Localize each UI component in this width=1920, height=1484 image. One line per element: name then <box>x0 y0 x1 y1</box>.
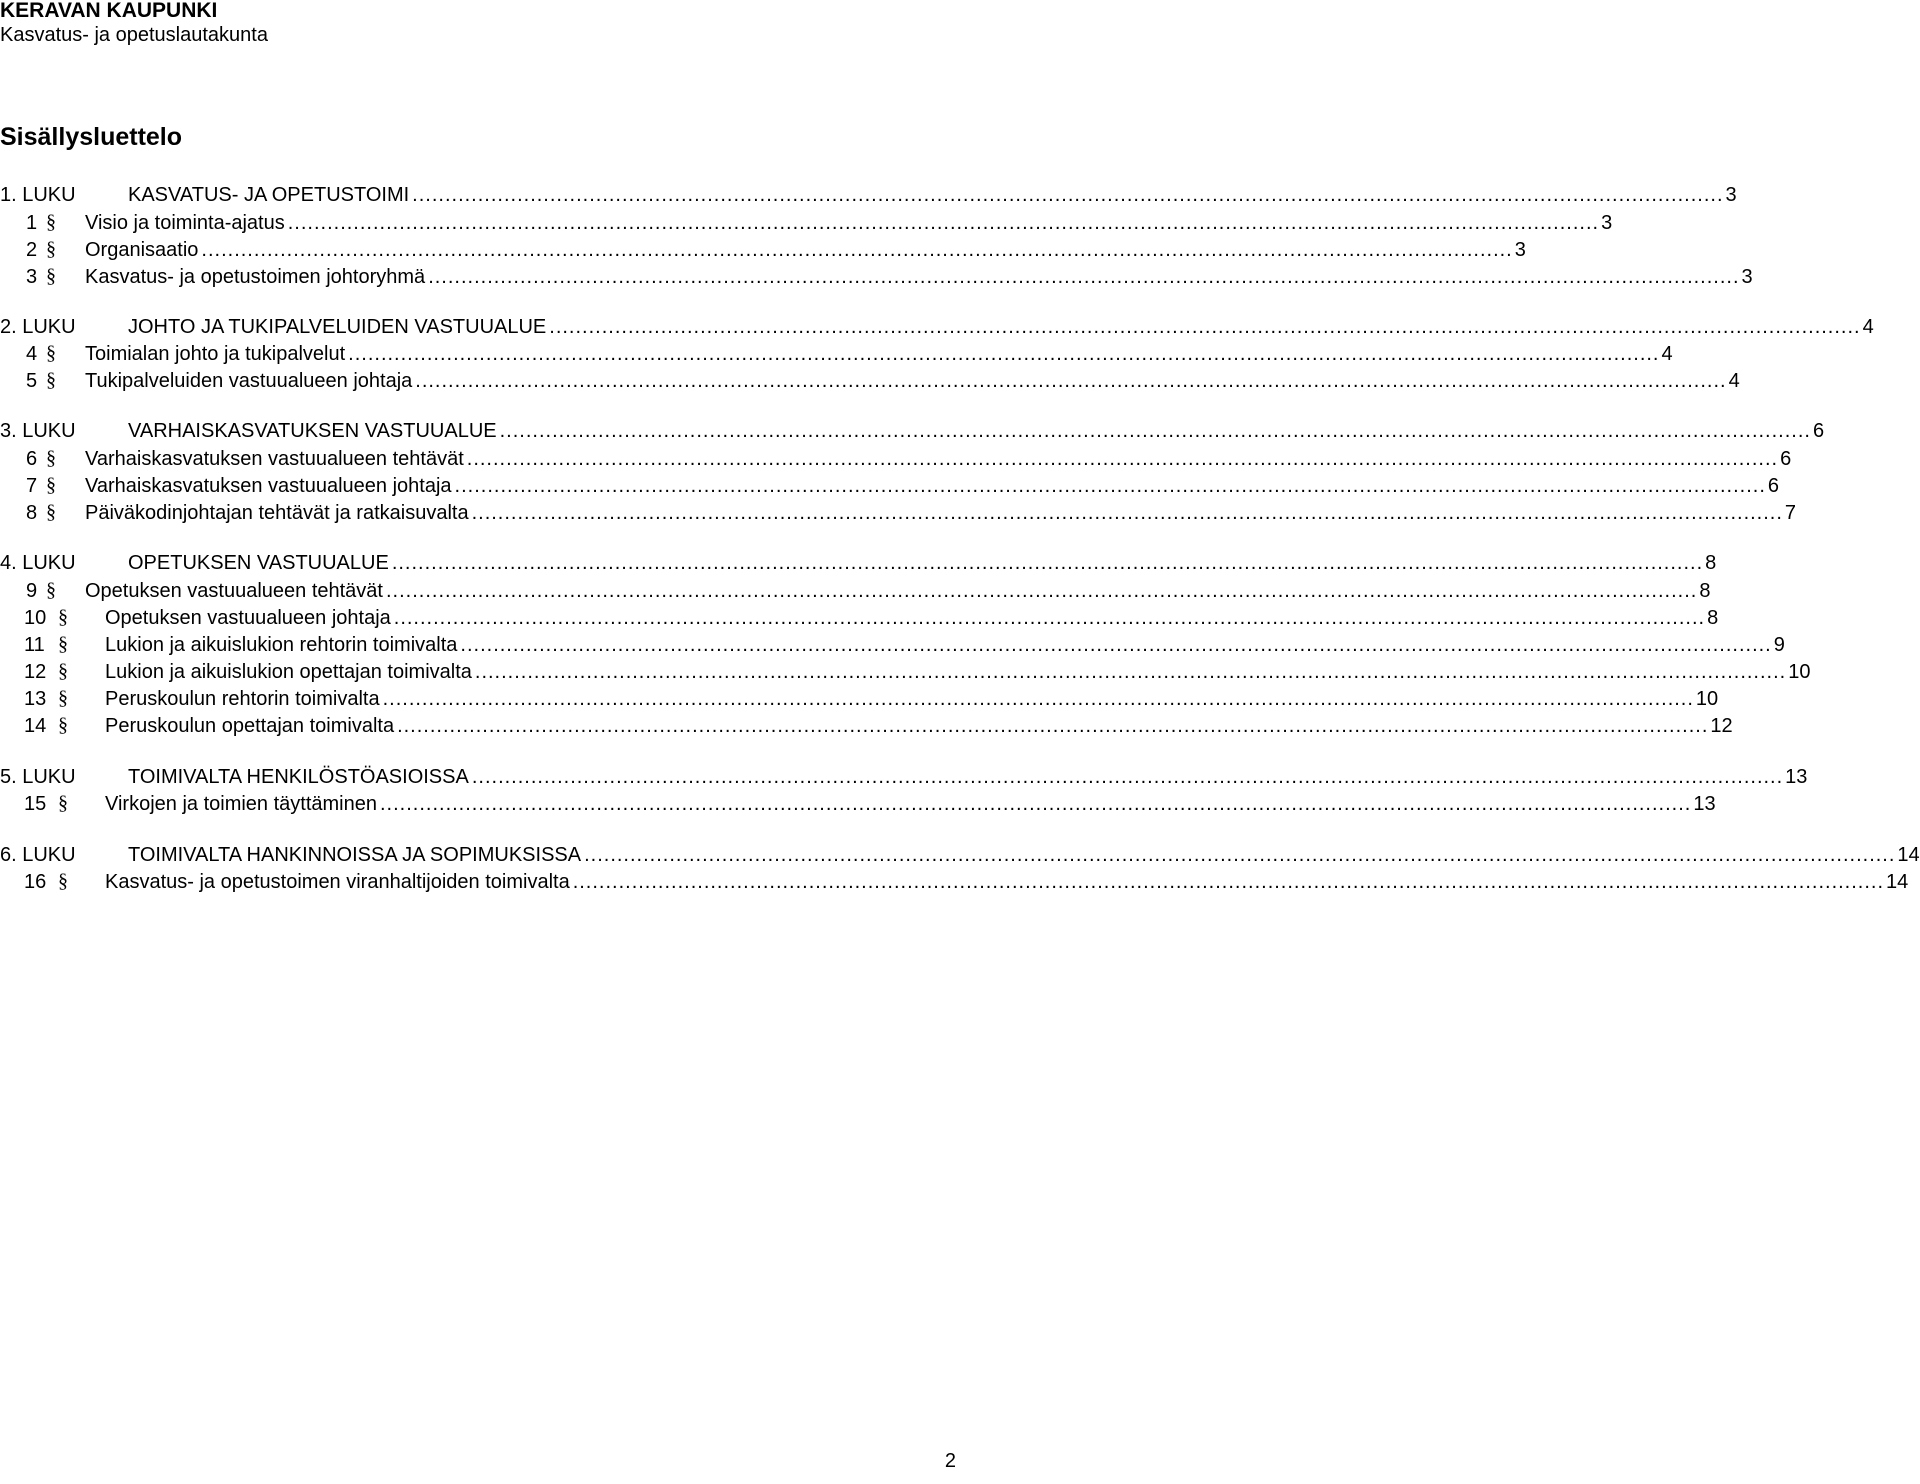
toc-entry-number: 6. LUKU <box>0 844 76 866</box>
toc-entry-page: 8 <box>1705 552 1717 574</box>
toc-section-entry[interactable] <box>0 264 1753 290</box>
section-sign-icon: § <box>46 369 56 391</box>
toc-chapter-entry[interactable] <box>0 842 1920 868</box>
toc-entry-page: 8 <box>1707 607 1719 629</box>
toc-entry-label: Opetuksen vastuualueen tehtävät <box>85 580 383 602</box>
section-sign-icon: § <box>58 792 68 814</box>
toc-section-entry[interactable] <box>0 368 1740 394</box>
dot-leader: ........................................................................................................................................................................................................ <box>471 502 1783 524</box>
dot-leader: ........................................................................................................................................................................................................ <box>201 239 1513 261</box>
toc-entry-label: Organisaatio <box>85 239 199 261</box>
toc-entry-label: Tukipalveluiden vastuualueen johtaja <box>85 370 413 392</box>
dot-leader: ........................................................................................................................................................................................................ <box>474 661 1787 683</box>
toc-section-entry[interactable] <box>0 210 1613 236</box>
section-sign-icon: § <box>46 342 56 364</box>
toc-title: Sisällysluettelo <box>0 123 183 151</box>
dot-leader: ........................................................................................................................................................................................................ <box>471 766 1784 788</box>
toc-entry-number: 3. LUKU <box>0 420 76 442</box>
toc-chapter-entry[interactable] <box>0 314 1874 340</box>
section-sign-icon: § <box>58 633 68 655</box>
toc-entry-page: 8 <box>1699 580 1711 602</box>
toc-entry-number: 12 <box>24 661 47 683</box>
dot-leader: ........................................................................................................................................................................................................ <box>348 343 1660 365</box>
toc-entry-number: 1 <box>26 212 38 234</box>
toc-entry-page: 3 <box>1514 239 1526 261</box>
dot-leader: ........................................................................................................................................................................................................ <box>584 844 1896 866</box>
toc-entry-label: TOIMIVALTA HENKILÖSTÖASIOISSA <box>128 766 469 788</box>
toc-entry-number: 9 <box>26 580 38 602</box>
toc-entry-number: 8 <box>26 502 38 524</box>
document-header <box>0 0 268 48</box>
dot-leader: ........................................................................................................................................................................................................ <box>391 552 1704 574</box>
toc-entry-label: JOHTO JA TUKIPALVELUIDEN VASTUUALUE <box>128 316 547 338</box>
toc-section-entry[interactable] <box>0 341 1673 367</box>
toc-entry-page: 3 <box>1725 184 1737 206</box>
toc-entry-number: 5 <box>26 370 38 392</box>
toc-chapter-entry[interactable] <box>0 182 1737 208</box>
toc-entry-number: 10 <box>24 607 47 629</box>
toc-entry-number: 15 <box>24 793 47 815</box>
toc-entry-page: 6 <box>1780 448 1792 470</box>
toc-entry-page: 6 <box>1812 420 1825 442</box>
organization-name: KERAVAN KAUPUNKI <box>0 0 218 22</box>
toc-entry-page: 13 <box>1785 766 1808 788</box>
toc-entry-number: 6 <box>26 448 38 470</box>
toc-section-entry[interactable] <box>0 473 1779 499</box>
toc-entry-number: 4. LUKU <box>0 552 76 574</box>
toc-entry-page: 3 <box>1601 212 1613 234</box>
section-sign-icon: § <box>58 870 68 892</box>
toc-entry-number: 5. LUKU <box>0 766 76 788</box>
toc-entry-page: 4 <box>1862 316 1874 338</box>
toc-section-entry[interactable] <box>0 578 1711 604</box>
toc-section-entry[interactable] <box>0 791 1716 817</box>
toc-entry-label: Visio ja toiminta-ajatus <box>85 212 285 234</box>
section-sign-icon: § <box>46 474 56 496</box>
toc-entry-label: Opetuksen vastuualueen johtaja <box>105 607 391 629</box>
toc-entry-page: 12 <box>1710 715 1733 737</box>
toc-section-entry[interactable] <box>0 686 1719 712</box>
toc-section-entry[interactable] <box>0 869 1909 895</box>
dot-leader: ........................................................................................................................................................................................................ <box>428 266 1740 288</box>
toc-section-entry[interactable] <box>0 500 1797 526</box>
section-sign-icon: § <box>58 687 68 709</box>
section-sign-icon: § <box>58 660 68 682</box>
section-sign-icon: § <box>46 238 56 260</box>
toc-entry-number: 2 <box>26 239 38 261</box>
toc-section-entry[interactable] <box>0 632 1785 658</box>
toc-chapter-entry[interactable] <box>0 418 1825 444</box>
toc-entry-number: 2. LUKU <box>0 316 76 338</box>
section-sign-icon: § <box>58 714 68 736</box>
toc-entry-label: OPETUKSEN VASTUUALUE <box>128 552 389 574</box>
toc-entry-label: Toimialan johto ja tukipalvelut <box>85 343 346 365</box>
toc-entry-number: 14 <box>24 715 47 737</box>
toc-entry-label: KASVATUS- JA OPETUSTOIMI <box>128 184 410 206</box>
toc-section-entry[interactable] <box>0 446 1792 472</box>
toc-entry-label: VARHAISKASVATUKSEN VASTUUALUE <box>128 420 497 442</box>
toc-entry-label: Kasvatus- ja opetustoimen viranhaltijoiden toimivalta <box>105 871 570 893</box>
dot-leader: ........................................................................................................................................................................................................ <box>393 607 1706 629</box>
page-number: 2 <box>944 1450 956 1472</box>
toc-chapter-entry[interactable] <box>0 764 1808 790</box>
toc-chapter-entry[interactable] <box>0 550 1717 576</box>
toc-entry-page: 7 <box>1784 502 1797 524</box>
toc-entry-page: 14 <box>1897 844 1920 866</box>
toc-entry-page: 4 <box>1661 343 1673 365</box>
dot-leader: ........................................................................................................................................................................................................ <box>412 184 1724 206</box>
toc-entry-number: 1. LUKU <box>0 184 76 206</box>
toc-entry-page: 9 <box>1773 634 1785 656</box>
toc-entry-label: Kasvatus- ja opetustoimen johtoryhmä <box>85 266 426 288</box>
section-sign-icon: § <box>46 265 56 287</box>
dot-leader: ........................................................................................................................................................................................................ <box>397 715 1709 737</box>
dot-leader: ........................................................................................................................................................................................................ <box>572 871 1885 893</box>
dot-leader: ........................................................................................................................................................................................................ <box>380 793 1692 815</box>
toc-entry-label: Peruskoulun rehtorin toimivalta <box>105 688 380 710</box>
toc-entry-page: 14 <box>1886 871 1909 893</box>
toc-entry-number: 3 <box>26 266 38 288</box>
dot-leader: ........................................................................................................................................................................................................ <box>454 475 1766 497</box>
toc-entry-number: 16 <box>24 871 47 893</box>
toc-entry-label: Lukion ja aikuislukion opettajan toimivalta <box>105 661 472 683</box>
dot-leader: ........................................................................................................................................................................................................ <box>499 420 1811 442</box>
dot-leader: ........................................................................................................................................................................................................ <box>287 212 1600 234</box>
toc-entry-page: 10 <box>1788 661 1811 683</box>
dot-leader: ........................................................................................................................................................................................................ <box>382 688 1694 710</box>
toc-section-entry[interactable] <box>0 659 1811 685</box>
dot-leader: ........................................................................................................................................................................................................ <box>386 580 1698 602</box>
toc-entry-page: 6 <box>1767 475 1779 497</box>
section-sign-icon: § <box>46 501 56 523</box>
section-sign-icon: § <box>46 447 56 469</box>
toc-entry-label: Lukion ja aikuislukion rehtorin toimivalta <box>105 634 458 656</box>
dot-leader: ........................................................................................................................................................................................................ <box>549 316 1861 338</box>
toc-section-entry[interactable] <box>0 605 1719 631</box>
toc-entry-label: Varhaiskasvatuksen vastuualueen tehtävät <box>85 448 464 470</box>
toc-entry-label: Varhaiskasvatuksen vastuualueen johtaja <box>85 475 452 497</box>
department-name: Kasvatus- ja opetuslautakunta <box>0 24 268 46</box>
toc-section-entry[interactable] <box>0 713 1733 739</box>
section-sign-icon: § <box>46 579 56 601</box>
toc-entry-page: 3 <box>1741 266 1753 288</box>
toc-entry-number: 7 <box>26 475 38 497</box>
toc-entry-label: TOIMIVALTA HANKINNOISSA JA SOPIMUKSISSA <box>128 844 582 866</box>
toc-entry-label: Virkojen ja toimien täyttäminen <box>105 793 377 815</box>
toc-entry-page: 4 <box>1728 370 1740 392</box>
toc-entry-label: Päiväkodinjohtajan tehtävät ja ratkaisuvalta <box>85 502 469 524</box>
dot-leader: ........................................................................................................................................................................................................ <box>466 448 1779 470</box>
toc-entry-number: 4 <box>26 343 38 365</box>
section-sign-icon: § <box>46 211 56 233</box>
toc-entry-page: 13 <box>1693 793 1716 815</box>
toc-entry-page: 10 <box>1695 688 1719 710</box>
section-sign-icon: § <box>58 606 68 628</box>
toc-section-entry[interactable] <box>0 237 1526 263</box>
toc-entry-number: 13 <box>24 688 47 710</box>
toc-entry-label: Peruskoulun opettajan toimivalta <box>105 715 395 737</box>
toc-entry-number: 11 <box>24 634 45 656</box>
dot-leader: ........................................................................................................................................................................................................ <box>415 370 1727 392</box>
dot-leader: ........................................................................................................................................................................................................ <box>460 634 1772 656</box>
